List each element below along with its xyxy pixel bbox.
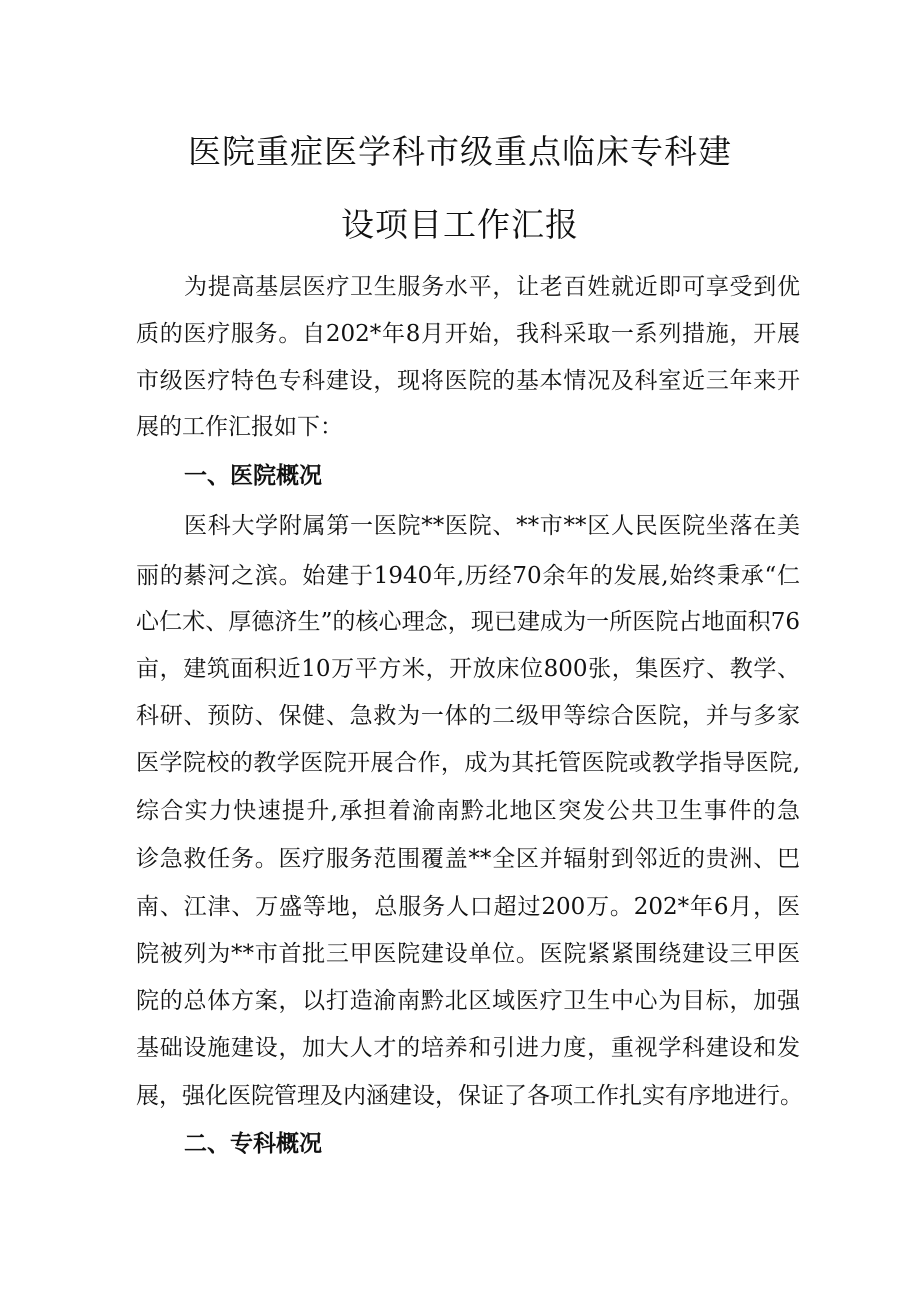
document-title-line-2: 设项目工作汇报 <box>341 205 579 244</box>
intro-paragraph-line: 为提高基层医疗卫生服务水平，让老百姓就近即可享受到优 <box>184 274 800 300</box>
intro-paragraph-line: 质的医疗服务。自202*年8月开始，我科采取一系列措施，开展 <box>136 321 800 347</box>
section1-paragraph-line: 亩，建筑面积近10万平方米，开放床位800张，集医疗、教学、 <box>136 656 800 682</box>
section1-paragraph-line: 南、江津、万盛等地，总服务人口超过200万。202*年6月，医 <box>136 894 800 920</box>
section-heading-hospital-overview: 一、医院概况 <box>184 463 322 489</box>
section1-paragraph-line: 科研、预防、保健、急救为一体的二级甲等综合医院，并与多家 <box>136 703 800 729</box>
document-title-line-1: 医院重症医学科市级重点临床专科建 <box>188 132 732 171</box>
section-heading-specialty-overview: 二、专科概况 <box>184 1131 322 1157</box>
section1-paragraph-line: 院被列为**市首批三甲医院建设单位。医院紧紧围绕建设三甲医 <box>136 941 800 967</box>
section1-paragraph-line: 医科大学附属第一医院**医院、**市**区人民医院坐落在美 <box>184 513 800 539</box>
section1-paragraph-line: 展，强化医院管理及内涵建设，保证了各项工作扎实有序地进行。 <box>136 1083 803 1109</box>
section1-paragraph-line: 院的总体方案，以打造渝南黔北区域医疗卫生中心为目标，加强 <box>136 988 800 1014</box>
section1-paragraph-line: 综合实力快速提升,承担着渝南黔北地区突发公共卫生事件的急 <box>136 798 800 824</box>
intro-paragraph-line: 市级医疗特色专科建设，现将医院的基本情况及科室近三年来开 <box>136 368 800 394</box>
section1-paragraph-line: 基础设施建设，加大人才的培养和引进力度，重视学科建设和发 <box>136 1035 800 1061</box>
section1-paragraph-line: 诊急救任务。医疗服务范围覆盖**全区并辐射到邻近的贵洲、巴 <box>136 846 800 872</box>
intro-paragraph-line: 展的工作汇报如下： <box>136 414 343 440</box>
section1-paragraph-line: 丽的綦河之滨。始建于1940年,历经70余年的发展,始终秉承“仁 <box>136 563 800 589</box>
section1-paragraph-line: 医学院校的教学医院开展合作，成为其托管医院或教学指导医院, <box>136 750 800 776</box>
section1-paragraph-line: 心仁术、厚德济生”的核心理念，现已建成为一所医院占地面积76 <box>136 609 800 635</box>
